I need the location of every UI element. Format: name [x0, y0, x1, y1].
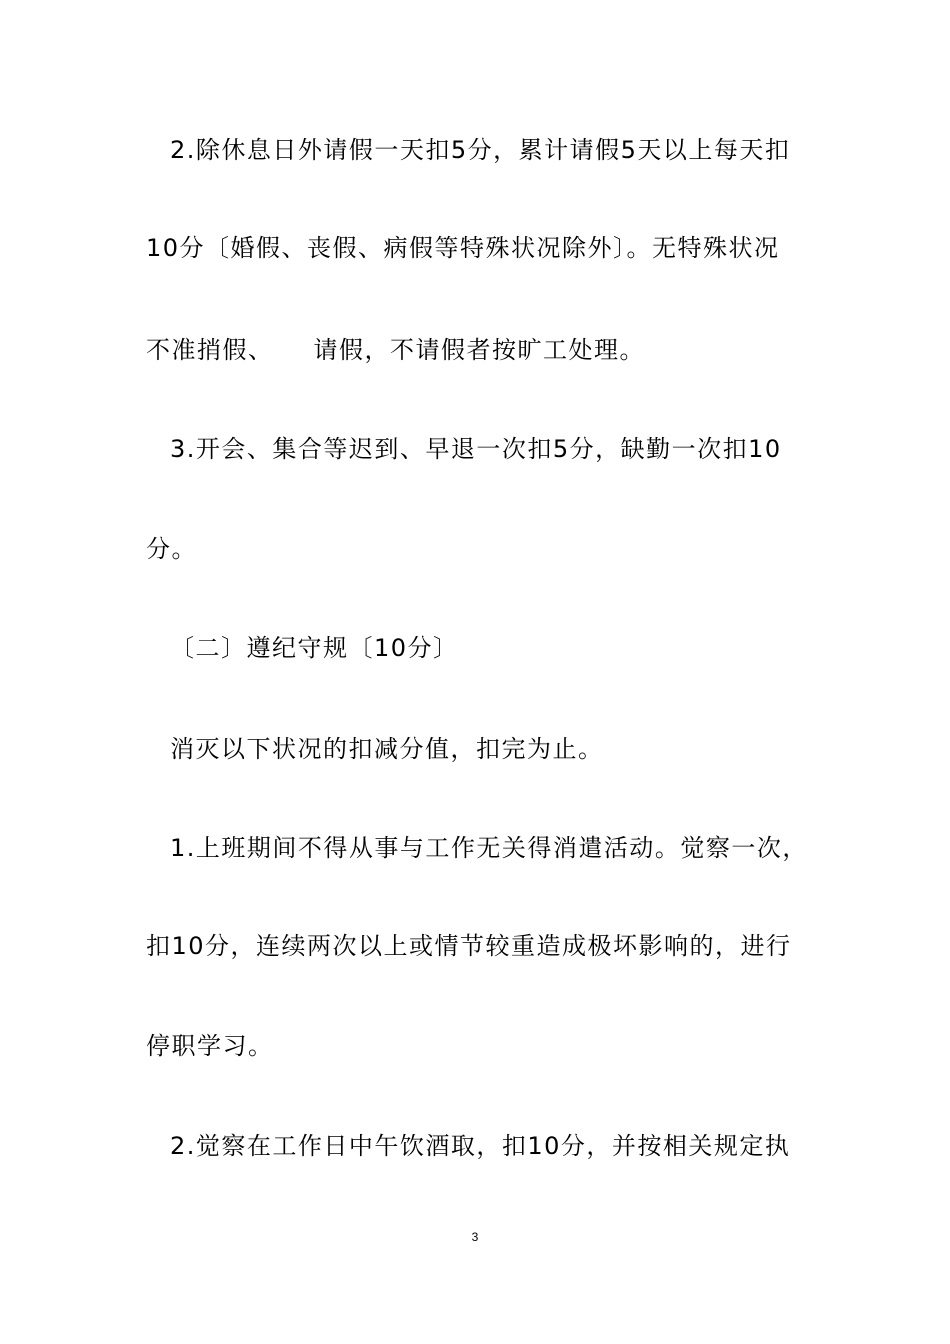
paragraph-line: 3.开会、集合等迟到、早退一次扣5分，缺勤一次扣10 [170, 435, 782, 463]
paragraph-line: 分。 [146, 535, 197, 563]
paragraph-line: 10分〔婚假、丧假、病假等特殊状况除外〕。无特殊状况 [146, 234, 780, 262]
paragraph-line: 扣10分，连续两次以上或情节较重造成极坏影响的，进行 [146, 932, 792, 960]
paragraph-line: 2.觉察在工作日中午饮酒取，扣10分，并按相关规定执 [170, 1132, 791, 1160]
paragraph-line: 消灭以下状况的扣减分值，扣完为止。 [170, 735, 604, 763]
paragraph-line [0, 334, 950, 366]
section-heading: 〔二〕遵纪守规〔10分〕 [170, 634, 459, 662]
paragraph-line: 1.上班期间不得从事与工作无关得消遣活动。觉察一次， [170, 834, 808, 862]
paragraph-line: 2.除休息日外请假一天扣5分，累计请假5天以上每天扣 [170, 136, 791, 164]
paragraph-line: 停职学习。 [146, 1032, 274, 1060]
page-number: 3 [471, 1230, 479, 1244]
paragraph-text: 请假，不请假者按旷工处理。 [313, 336, 645, 364]
paragraph-text: 不准捎假、 [146, 336, 274, 364]
